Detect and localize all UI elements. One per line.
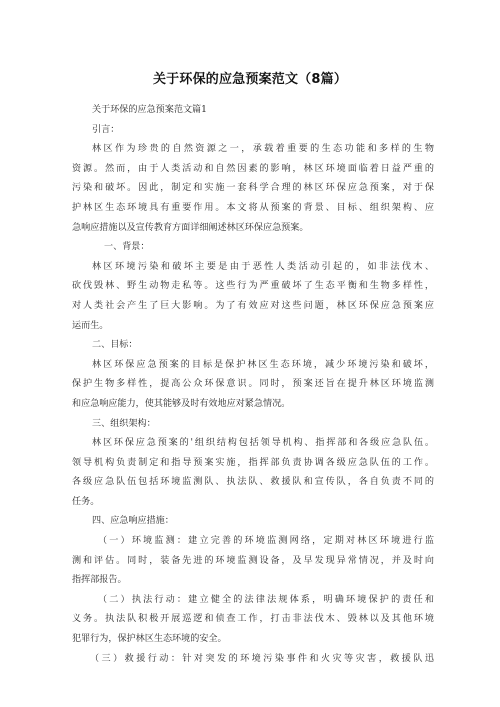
body-line: 义务。执法队积极开展巡逻和侦查工作，打击非法伐木、毁林以及其他环境 — [72, 614, 434, 625]
body-line: 对人类社会产生了巨大影响。为了有效应对这些问题，林区环保应急预案应 — [72, 300, 434, 311]
body-line: 二、目标： — [92, 340, 138, 351]
body-line: 和应急响应能力，使其能够及时有效地应对紧急情况。 — [72, 398, 291, 409]
document-body — [72, 101, 434, 669]
body-line: 运而生。 — [72, 320, 109, 331]
body-line: 砍伐毁林、野生动物走私等。这些行为严重破坏了生态平衡和生物多样性， — [72, 281, 434, 292]
body-line: 污染和破坏。因此，制定和实施一套科学合理的林区环保应急预案，对于保 — [72, 183, 434, 194]
body-line: 引言： — [92, 124, 120, 135]
body-line: （二）执法行动：建立健全的法律法规体系，明确环境保护的责任和 — [98, 594, 434, 605]
body-line: 护林区生态环境具有重要作用。本文将从预案的背景、目标、组织架构、应 — [72, 202, 434, 213]
body-line: 领导机构负责制定和指导预案实施，指挥部负责协调各级应急队伍的工作。 — [72, 457, 434, 468]
body-line: 关于环保的应急预案范文篇1 — [92, 105, 207, 115]
body-line: 任务。 — [72, 496, 100, 507]
body-line: 一、背景： — [104, 242, 150, 253]
body-line: 资源。然而，由于人类活动和自然因素的影响，林区环境面临着日益严重的 — [72, 163, 434, 174]
body-line: 急响应措施以及宣传教育方面详细阐述林区环保应急预案。 — [72, 222, 309, 233]
body-line: （三）救援行动：针对突发的环境污染事件和火灾等灾害，救援队迅 — [90, 653, 434, 664]
body-line: 各级应急队伍包括环境监测队、执法队、救援队和宣传队，各自负责不同的 — [72, 477, 434, 488]
body-line: 林区环保应急预案的'组织结构包括领导机构、指挥部和各级应急队伍。 — [92, 438, 434, 449]
body-line: 林区作为珍贵的自然资源之一，承载着重要的生态功能和多样的生物 — [92, 144, 434, 155]
document-title: 关于环保的应急预案范文（8篇） — [152, 72, 348, 87]
body-line: 林区环保应急预案的目标是保护林区生态环境，减少环境污染和破坏， — [92, 359, 434, 370]
body-line: 保护生物多样性，提高公众环保意识。同时，预案还旨在提升林区环境监测 — [72, 379, 434, 390]
body-line: 犯罪行为，保护林区生态环境的安全。 — [72, 634, 227, 645]
body-line: 三、组织架构： — [92, 418, 156, 429]
body-line: 测和评估。同时，装备先进的环境监测设备，及早发现异常情况，并及时向 — [72, 555, 434, 566]
body-line: 指挥部报告。 — [72, 575, 127, 586]
body-line: 四、应急响应措施： — [92, 516, 174, 527]
body-line: 林区环境污染和破坏主要是由于恶性人类活动引起的，如非法伐木、 — [92, 261, 434, 272]
body-line: （一）环境监测：建立完善的环境监测网络，定期对林区环境进行监 — [98, 536, 434, 547]
